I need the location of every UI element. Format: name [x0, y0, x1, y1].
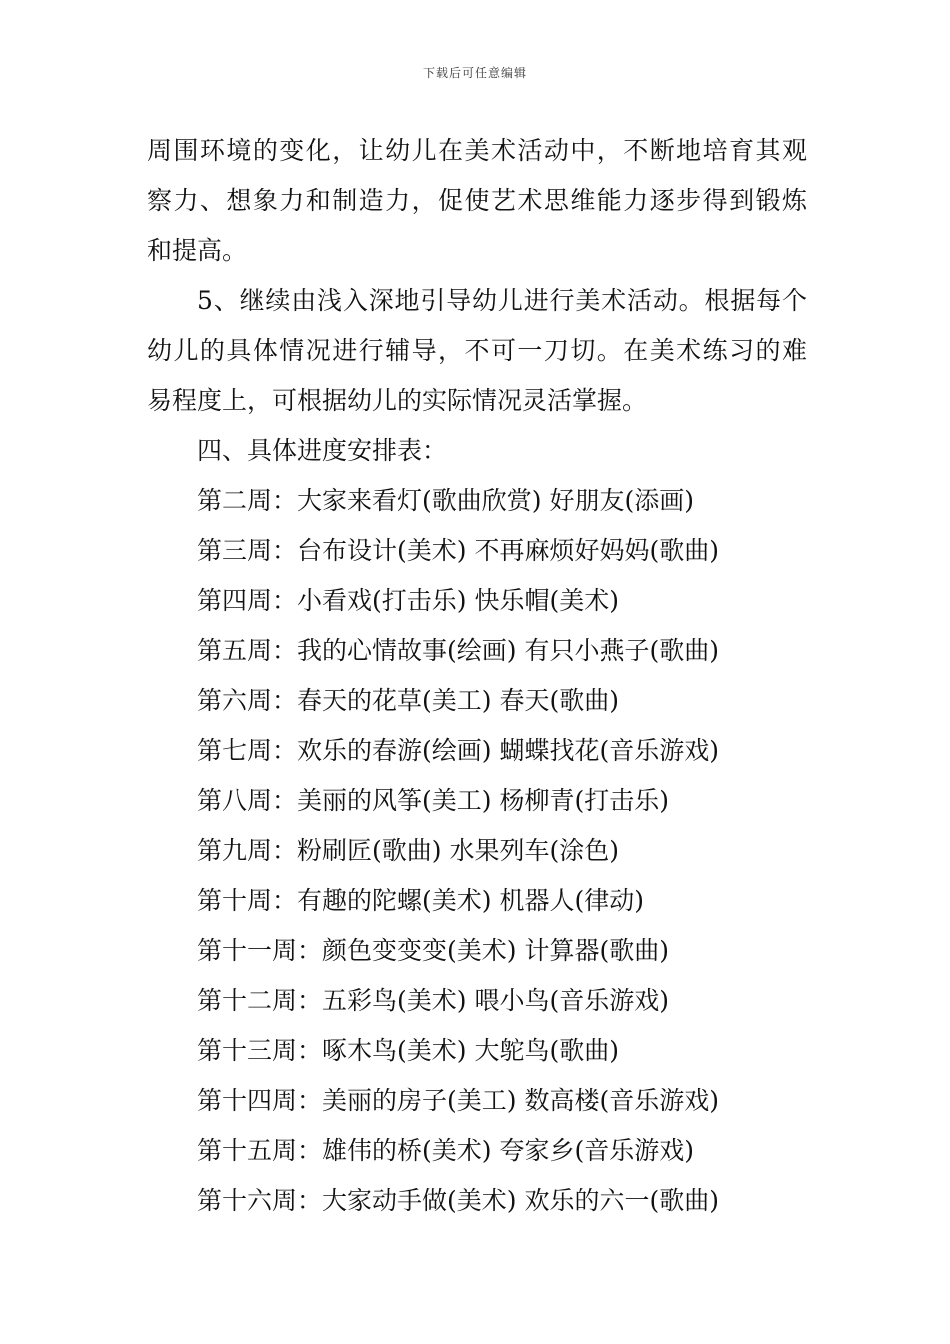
schedule-item: 第六周：春天的花草(美工) 春天(歌曲): [197, 686, 619, 715]
schedule-item: 第十四周：美丽的房子(美工) 数高楼(音乐游戏): [197, 1086, 719, 1115]
schedule-item: 第十五周：雄伟的桥(美术) 夸家乡(音乐游戏): [197, 1136, 694, 1165]
paragraph-line: 易程度上，可根据幼儿的实际情况灵活掌握。: [147, 386, 648, 415]
schedule-item: 第十三周：啄木鸟(美术) 大鸵鸟(歌曲): [197, 1036, 619, 1065]
schedule-item: 第十周：有趣的陀螺(美术) 机器人(律动): [197, 886, 644, 915]
schedule-item: 第四周：小看戏(打击乐) 快乐帽(美术): [197, 586, 619, 615]
paragraph-line: 察力、想象力和制造力，促使艺术思维能力逐步得到锻炼: [147, 186, 807, 215]
schedule-item: 第九周：粉刷匠(歌曲) 水果列车(涂色): [197, 836, 619, 865]
paragraph-line: 周围环境的变化，让幼儿在美术活动中，不断地培育其观: [147, 136, 807, 165]
schedule-item: 第十一周：颜色变变变(美术) 计算器(歌曲): [197, 936, 669, 965]
paragraph-line: 幼儿的具体情况进行辅导，不可一刀切。在美术练习的难: [147, 336, 807, 365]
schedule-item: 第二周：大家来看灯(歌曲欣赏) 好朋友(添画): [197, 486, 694, 515]
paragraph-line: 和提高。: [147, 236, 248, 265]
schedule-item: 第三周：台布设计(美术) 不再麻烦好妈妈(歌曲): [197, 536, 719, 565]
page-header: 下载后可任意编辑: [422, 66, 527, 80]
schedule-item: 第八周：美丽的风筝(美工) 杨柳青(打击乐): [197, 786, 669, 815]
section-title: 四、具体进度安排表：: [197, 436, 448, 465]
schedule-item: 第七周：欢乐的春游(绘画) 蝴蝶找花(音乐游戏): [197, 736, 719, 765]
schedule-item: 第十六周：大家动手做(美术) 欢乐的六一(歌曲): [197, 1186, 719, 1215]
paragraph-line: 5、继续由浅入深地引导幼儿进行美术活动。根据每个: [197, 286, 807, 315]
schedule-item: 第十二周：五彩鸟(美术) 喂小鸟(音乐游戏): [197, 986, 669, 1015]
schedule-item: 第五周：我的心情故事(绘画) 有只小燕子(歌曲): [197, 636, 719, 665]
document-body: [147, 126, 807, 1226]
